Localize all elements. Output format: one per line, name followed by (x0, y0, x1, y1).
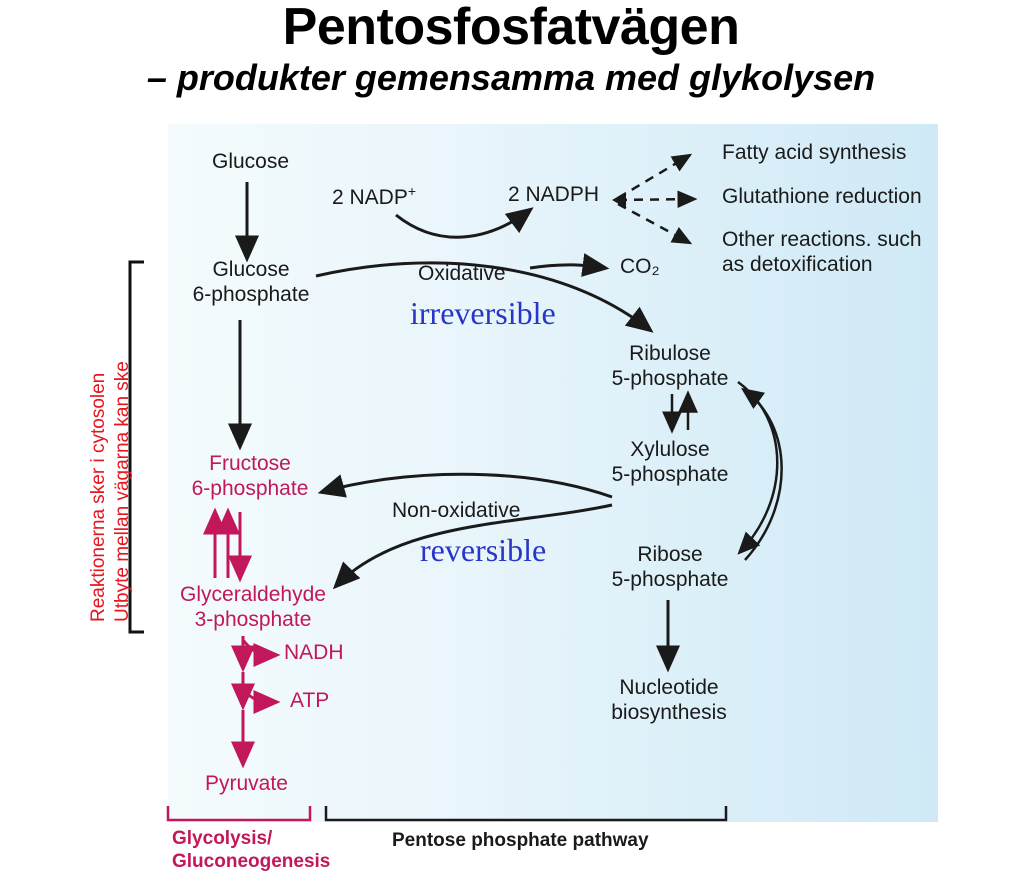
node-nucleotide-biosynthesis: Nucleotide biosynthesis (611, 676, 727, 724)
label-non-oxidative: Non-oxidative (392, 499, 521, 522)
node-nadph: 2 NADPH (508, 183, 600, 206)
node-nadp-plus: 2 NADP+ (332, 183, 417, 209)
page-title: Pentosfosfatvägen (282, 0, 740, 56)
node-co2: CO₂ (620, 255, 660, 278)
slide-title-block (0, 0, 1022, 98)
node-ribulose-5-phosphate: Ribulose 5-phosphate (611, 342, 729, 390)
label-reversible: reversible (420, 532, 547, 568)
node-glucose: Glucose (212, 150, 290, 173)
node-nadh: NADH (284, 641, 344, 664)
node-fructose-6-phosphate: Fructose 6-phosphate (191, 452, 309, 500)
annotation-reaktionerna: Reaktionerna sker i cytosolen (88, 372, 109, 622)
node-atp: ATP (290, 689, 330, 712)
nadp-superscript: + (407, 183, 417, 199)
node-pyruvate: Pyruvate (205, 772, 288, 795)
annotation-utbyte: Utbyte mellan vägarna kan ske (112, 361, 133, 622)
node-xylulose-5-phosphate: Xylulose 5-phosphate (611, 438, 729, 486)
node-other-reactions: Other reactions. such as detoxification (722, 228, 922, 276)
node-glutathione-reduction: Glutathione reduction (722, 185, 922, 208)
node-fatty-acid-synthesis: Fatty acid synthesis (722, 141, 907, 164)
node-glyceraldehyde-3-phosphate: Glyceraldehyde 3-phosphate (180, 583, 326, 631)
label-pentose-phosphate-pathway: Pentose phosphate pathway (392, 830, 649, 851)
label-oxidative: Oxidative (418, 262, 506, 285)
node-ribose-5-phosphate: Ribose 5-phosphate (611, 543, 729, 591)
label-irreversible: irreversible (410, 295, 556, 331)
node-glucose-6-phosphate: Glucose 6-phosphate (192, 258, 310, 306)
label-glycolysis-gluconeogenesis: Glycolysis/ Gluconeogenesis (172, 828, 331, 872)
page-subtitle: – produkter gemensamma med glykolysen (146, 56, 876, 98)
